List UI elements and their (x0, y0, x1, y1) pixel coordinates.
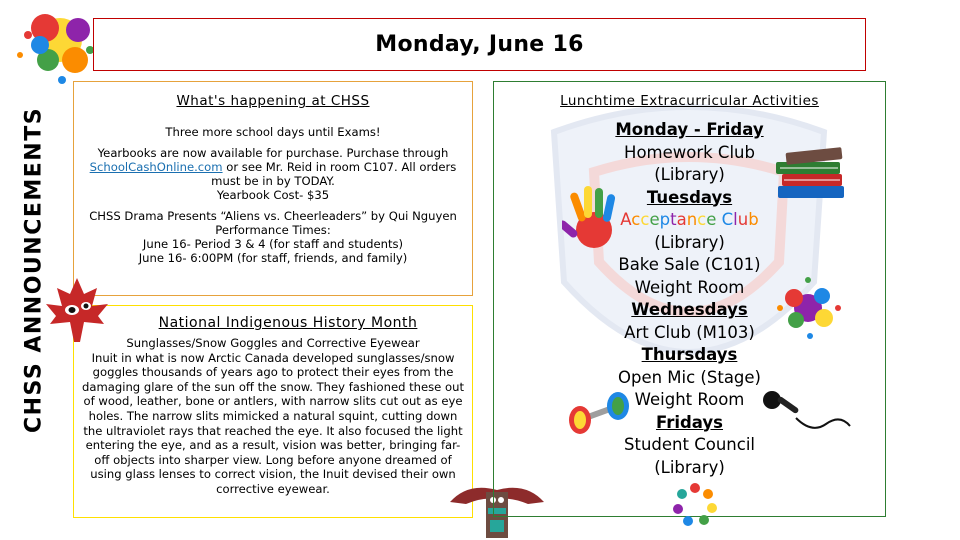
acceptance-club-letter: a (676, 210, 687, 229)
acceptance-club-letter: l (733, 210, 738, 229)
books-icon (772, 146, 850, 204)
happening-section (73, 81, 473, 296)
exams-notice: Three more school days until Exams! (165, 125, 381, 139)
happening-heading: What's happening at CHSS (176, 93, 370, 109)
drama-title: CHSS Drama Presents “Aliens vs. Cheerleaders” by Qui Nguyen (89, 209, 457, 223)
activities-heading: Lunchtime Extracurricular Activities (560, 93, 819, 109)
activity-open-mic: Open Mic (Stage) (617, 367, 761, 387)
activity-acceptance-club (494, 209, 885, 232)
rainbow-hand-icon (562, 184, 622, 252)
activity-student-council: Student Council (624, 435, 755, 454)
day-heading-mon-fri: Monday - Friday (615, 120, 764, 139)
yearbook-text-post: or see Mr. Reid in room C107. All orders must be in by TODAY. (211, 160, 457, 188)
drama-notice (84, 209, 462, 265)
acceptance-club-letter: t (670, 210, 677, 229)
activity-weight-room: Weight Room (634, 277, 745, 297)
acceptance-club-letter: p (659, 210, 671, 229)
acceptance-club-letter: e (706, 210, 717, 229)
paint-splat-icon (768, 272, 848, 344)
yearbook-cost: Yearbook Cost- $35 (216, 188, 330, 202)
indigenous-section (73, 305, 473, 518)
microphone-icon (760, 388, 852, 438)
dumbbell-icon (566, 390, 632, 438)
performance-time-1: June 16- Period 3 & 4 (for staff and students) (142, 237, 404, 251)
indigenous-body: Inuit in what is now Arctic Canada developed sunglasses/snow goggles thousands of years ago to protect their eyes from the damaging glare of the sun off the snow. They fashioned these out of wood, leather, bone or antlers, with narrow slits cut out as eye holes. The narrow slits mimicked a natural squint, cutting down the ultraviolet rays that reached the eye. It also focused the light entering the eye, and as a result, vision was better, bringing far-off objects into sharper view. Long before anyone dreamed of using glass lenses to correct vision, the Inuit devised their own corrective eyewear. (82, 350, 464, 496)
day-heading-fridays: Fridays (655, 412, 724, 432)
title-box (93, 18, 866, 71)
day-heading-thursdays: Thursdays (641, 345, 738, 364)
maple-leaf-icon (42, 276, 112, 346)
page-title: Monday, June 16 (375, 32, 584, 57)
activity-location: (Library) (654, 165, 725, 184)
activity-homework-club: Homework Club (624, 142, 755, 162)
indigenous-subtitle: Sunglasses/Snow Goggles and Corrective Eyewear (126, 336, 420, 350)
activity-bake-sale: Bake Sale (C101) (618, 255, 761, 274)
unity-circle-icon (672, 482, 718, 528)
performance-times-label: Performance Times: (215, 223, 331, 237)
indigenous-heading: National Indigenous History Month (158, 315, 418, 331)
yearbook-notice (84, 146, 462, 202)
acceptance-club-letter: c (697, 210, 707, 229)
schoolcash-link[interactable]: SchoolCashOnline.com (89, 160, 223, 174)
activity-weight-room: Weight Room (634, 390, 745, 409)
acceptance-club-letter: A (620, 210, 632, 229)
activity-art-club: Art Club (M103) (624, 322, 755, 342)
acceptance-club-letter: b (748, 210, 759, 229)
performance-time-2: June 16- 6:00PM (for staff, friends, and family) (138, 251, 408, 265)
yearbook-text-pre: Yearbooks are now available for purchase. Purchase through (97, 146, 449, 160)
acceptance-club-letter: n (686, 210, 698, 229)
happening-content (84, 125, 462, 272)
acceptance-club-letter: e (649, 210, 660, 229)
acceptance-club-letter: c (640, 210, 650, 229)
day-heading-tuesdays: Tuesdays (646, 187, 733, 207)
day-heading-wednesdays: Wednesdays (631, 300, 748, 319)
vertical-label: CHSS ANNOUNCEMENTS (21, 106, 47, 434)
indigenous-content (80, 336, 466, 497)
activity-location: (Library) (654, 232, 725, 252)
activity-location: (Library) (654, 457, 725, 477)
acceptance-club-letter: u (737, 210, 749, 229)
acceptance-club-letter: c (631, 210, 641, 229)
acceptance-club-letter: C (721, 210, 734, 229)
